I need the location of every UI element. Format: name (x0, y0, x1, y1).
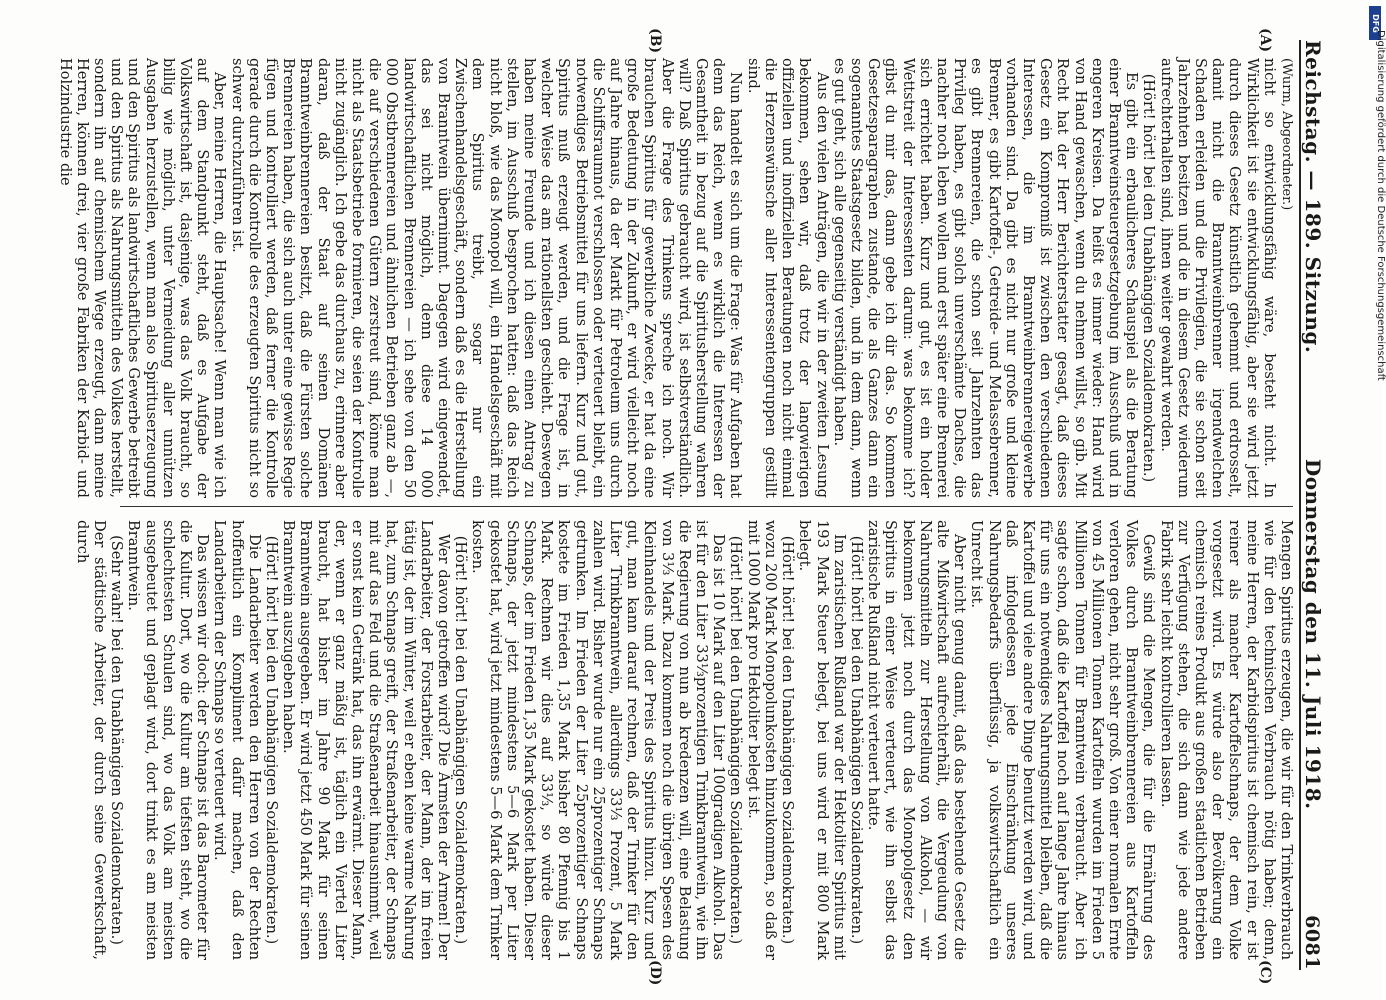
dfg-logo: DFG (1369, 6, 1381, 40)
paragraph: Der städtische Arbeiter, der durch seine Gewerkschaft, durch (73, 520, 108, 960)
paragraph: Wer davon getroffen wird? Die Ärmsten der Armen! Der Landarbeiter, der Forstarbeiter, der Mann, der im freien tätig ist, der im Winter, weil er eben keine warme Nahrung hat, zum Schnaps greift, der Straßenarbeiter, der Schnaps mit auf das Feld und die Straßenarbeit hinausnimmt, weil er sonst kein Getränk hat, das ihn erwärmt. Dieser Mann, der, wenn er ganz mäßig ist, täglich ein Viertel Liter braucht, hat bisher im Jahre 90 Mark für seinen Branntwein ausgegeben. Er wird jetzt 450 Mark für seinen Branntwein auszugeben haben. (280, 520, 453, 960)
paragraph: Nun handelt es sich um die Frage: Was für Aufgaben hat denn das Reich, wenn es wirklich die Interessen der Gesamtheit in bezug auf die Spiritusherstellung wahren will? Daß Spiritus gebraucht wird, ist selbstverständlich. Aber die Frage des Trinkens spreche ich noch. Wir brauchen Spiritus für gewerbliche Zwecke, er hat da eine große Bedeutung in der Zukunft, er wird vielleicht noch auf Jahre hinaus, da der Markt für Petroleum uns durch die Schiffsraumnot verschlossen oder verteuert bleibt, ein notwendiges Betriebsmittel für uns liefern. Kurz und gut, Spiritus muß erzeugt werden, und die Frage ist, in welcher Weise das am rationellsten geschieht. Deswegen haben meine Freunde und ich diesen einen Antrag zu stellen, im Ausschuß besprochen hatten: daß das Reich nicht bloß, wie das Monopol will, ein Handelsgeschäft mit dem Spiritus treibt, sogar nur ein Zwischenhandelsgeschäft, sondern daß es die Herstellung von Branntwein übernimmt. Dagegen wird eingewendet, das sei nicht möglich, denn diese 14 000 landwirtschaftlichen Brennereien — ich sehe von den 50 000 Obstbrennereien und ähnlichen Betrieben ganz ab —, die auf verschiedenen Gütern zerstreut sind, könne man nicht als Staatsbetriebe formieren, die seien der Kontrolle nicht zugänglich. Ich gebe das durchaus zu, erinnere aber daran, daß der Staat auf seinen Domänen Branntweinbrennereien besitzt, daß die Fürsten solche Brennereien haben, die sich auch unter eine gewisse Regie fügen und kontrolliert werden, daß ferner die Kontrolle gerade durch die Kontrolle des erzeugten Spiritus nicht so schwer durchzuführen ist. (228, 58, 745, 499)
paragraph: Aus den vielen Anträgen, die wir in der zweiten Lesung bekommen, sehen wir, daß trotz der langwierigen offiziellen und inoffiziellen Beratungen noch nicht einmal die Herzenswünsche aller Interessentengruppen gestillt sind. (744, 58, 831, 498)
interjection: (Hört! hört! bei den Unabhängigen Sozialdemokraten.) (452, 535, 470, 945)
left-column (56, 58, 1295, 499)
interjection: (Hört! hört! bei den Unabhängigen Sozialdemokraten.) (727, 535, 745, 945)
margin-letter-c: (C) (1257, 960, 1273, 985)
header-date: Donnerstag den 11. Juli 1918. (1301, 458, 1325, 810)
paragraph: Mengen Spiritus erzeugen, die wir für den Trinkverbrauch wie für den technischen Verbrauch nötig haben; denn, meine Herren, der Karbidspiritus ist chemisch rein, er ist reiner als mancher Kartoffelschnaps, der dem Volke vorgesetzt wird. Es würde also der Bevölkerung ein chemisch reines Produkt aus großen staatlichen Betrieben zur Verfügung stehen, die sich dann wie jede andere Fabrik sehr leicht kontrollieren lassen. (1157, 520, 1295, 960)
paragraph: Die Landarbeiter werden den Herren von der Rechten hoffentlich ein Kompliment dafür machen, daß den Landarbeitern der Schnaps so verteuert wird. (211, 520, 263, 960)
paragraph: Aber, meine Herren, die Hauptsache! Wenn man wie ich auf dem Standpunkt steht, daß es Aufgabe der Volkswirtschaft ist, dasjenige, was das Volk braucht, so billig wie möglich, unter Vermeidung aller unnützen Ausgaben herzustellen, wenn man also Spirituserzeugung und den Spiritus als landwirtschaftliches Gewerbe betreibt und den Spiritus als Nahrungsmitteln des Volkes herstellt, sondern ihn auf chemischem Wege erzeugt, dann meine Herren, können drei, vier große Fabriken der Karbid- und Holzindustrie die (56, 58, 229, 498)
interjection: (Hört! hört! bei den Unabhängigen Sozialdemokraten.) (779, 535, 797, 945)
margin-letter-d: (D) (647, 960, 663, 986)
header-section-title: Reichstag. — 189. Sitzung. (1301, 40, 1325, 354)
page-number: 6081 (1301, 915, 1323, 970)
interjection: (Hört! hört! bei den Unabhängigen Sozialdemokraten.) (263, 535, 281, 945)
paragraph: Gewiß sind die Mengen, die für die Ernährung des Volkes durch Branntweinbrennereien aus Kartoffeln verloren gehen, nicht sehr groß. Von einer normalen Ernte von 45 Millionen Tonnen Kartoffeln wurden im Frieden 5 Millionen Tonnen für Branntwein verbraucht. Aber ich sagte schon, daß die Kartoffel noch auf lange Jahre hinaus für uns ein notwendiges Nahrungsmittel bleiben, daß die Kartoffel und viele andere Dinge benutzt werden wird, und daß infolgedessen jede Einschränkung unseres Nahrungsbedarfs überflüssig, ja volkswirtschaftlich ein Unrecht ist. (968, 520, 1158, 960)
margin-letter-b: (B) (647, 28, 663, 54)
speaker-line: (Wurm, Abgeordneter.) (1279, 58, 1294, 211)
margin-letter-a: (A) (1257, 28, 1273, 53)
digitization-credit: Digitalisierung gefördert durch die Deutsche Forschungsgemeinschaft (1375, 30, 1386, 381)
page-header (1299, 40, 1337, 970)
interjection: (Hört! hört! bei den Unabhängigen Sozialdemokraten.) (1140, 73, 1158, 483)
right-column (73, 520, 1295, 960)
interjection: (Hört! hört! bei den Unabhängigen Sozialdemokraten.) (847, 535, 865, 945)
paragraph: Das wissen wir doch: der Schnaps ist das Barometer für die Kultur. Dort, wo die Kultur am tiefsten steht, wo die schlechtesten Schulen sind, wo das Volk am meisten ausgebeutet und geplagt wird, dort trinkt es am meisten Branntwein. (125, 520, 212, 960)
paragraph: Es gibt ein erbaulicheres Schauspiel als die Beratung einer Branntweinsteuergesetzgebung im Ausschuß und in engeren Kreisen. Da heißt es immer wieder: Hand wird von Hand gewaschen, wenn du nehmen willst, so gib. Mit Recht hat der Herr Berichterstatter gesagt, daß dieses Gesetz ein Kompromiß ist zwischen den verschiedenen Interessen, die im Branntweinbrennereigewerbe vorhanden sind. Da gibt es nicht nur große und kleine Brenner, es gibt Kartoffel-, Getreide- und Melassebrenner, es gibt Brennereien, die schon seit Jahrzehnten das Privileg haben, es gibt solch unverschämte Dachse, die nachher noch leben wollen und erst später eine Brennerei sich errichtet haben. Kurz und gut, es ist ein holder Wettstreit der Interessenten darum: was bekomme ich? gibst du mir das, dann gebe ich dir das. So kommen Gesetzesparagraphen zustande, die als Ganzes dann ein sogenanntes Staatsgesetz bilden, und in dem dann, wenn es gut geht, sich alle gegenseitig verständigt haben. (830, 58, 1141, 498)
column-divider (120, 506, 1293, 507)
interjection: (Sehr wahr! bei den Unabhängigen Sozialdemokraten.) (108, 535, 126, 945)
paragraph: Das ist 10 Mark auf den Liter 100gradigen Alkohol. Das ist für den Liter 33⅓prozentigen Trinkbranntwein, wie ihn die Regierung von nun ab kredenzen will, eine Belastung von 3⅓ Mark. Dazu kommen noch die übrigen Spesen des Kleinhandels und der Preis des Spiritus hinzu. Kurz und gut, man kann darauf rechnen, daß der Trinker für den Liter Trinkbranntwein, allerdings 33⅓ Prozent, 5 Mark zahlen wird. Bisher wurde nur ein 25prozentiger Schnaps getrunken. Im Frieden der Liter 25prozentiger Schnaps kostete im Frieden 1,35 Mark bisher 80 Pfennig bis 1 Mark. Rechnen wir dies auf 33⅓, so würde dieser Schnaps, der im Frieden 1,35 Mark gekostet haben. Dieser Schnaps, der jetzt mindestens 5—6 Mark per Liter gekostet hat, wird jetzt mindestens 5—6 Mark dem Trinker kosten. (469, 520, 728, 960)
paragraph: Im zaristischen Rußland war der Hektoliter Spiritus mit 193 Mark Steuer belegt, bei uns wird er mit 800 Mark belegt. (796, 520, 848, 960)
paragraph: nicht so entwicklungsfähig wäre, besteht nicht. In Wirklichkeit ist sie entwicklungsfähig, aber sie wird jetzt durch dieses Gesetz künstlich gehemmt und erdrosselt, damit nicht die Branntweinbrenner irgendwelchen Schaden erleiden und die Privilegien, die sie schon seit Jahrzehnten besitzen und die in diesem Gesetz wiederum aufrechterhalten sind, ihnen weiter gewahrt werden. (1157, 58, 1278, 498)
paragraph: wozu 200 Mark Monopolunkosten hinzukommen, so daß er mit 1000 Mark pro Hektoliter belegt ist. (744, 520, 779, 960)
paragraph: Aber nicht genug damit, daß das bestehende Gesetz die alte Mißwirtschaft aufrechterhält, die Vergeudung von Nahrungsmitteln zur Herstellung von Alkohol, — wir bekommen jetzt noch durch das Monopolgesetz den Spiritus in einer Weise verteuert, wie ihn selbst das zaristische Rußland nicht verteuert hatte. (865, 520, 969, 960)
